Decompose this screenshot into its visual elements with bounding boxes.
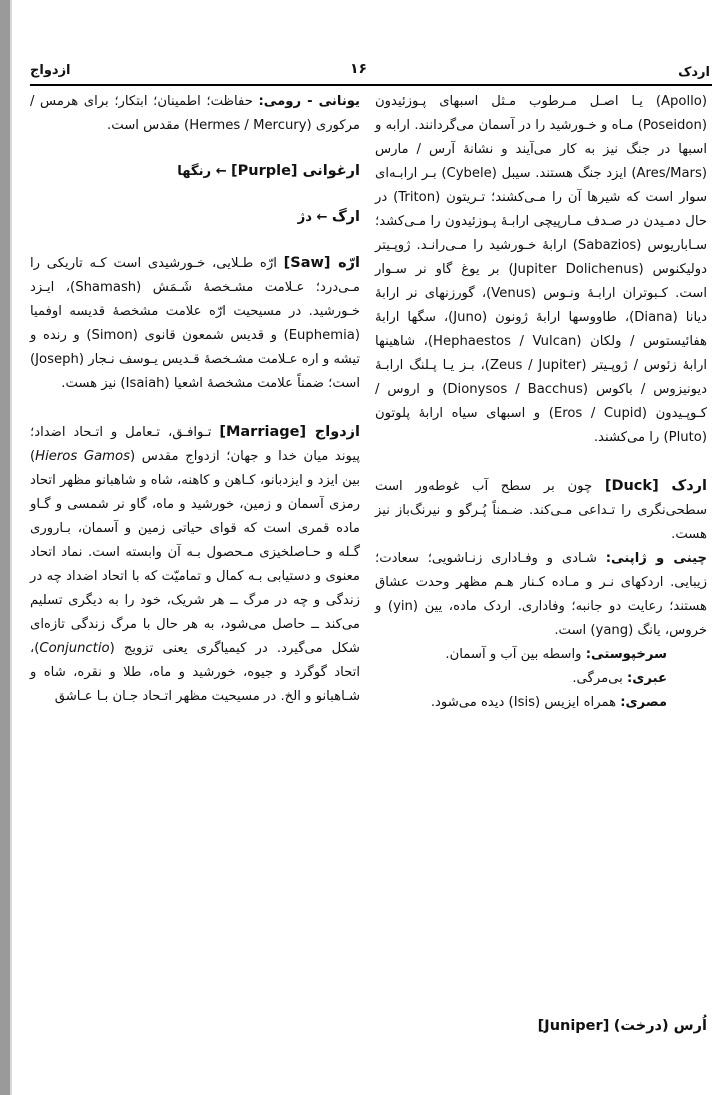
greek-label: یونانی - رومی: bbox=[258, 94, 360, 109]
juniper-term: اُرس (درخت) bbox=[613, 1018, 707, 1034]
duck-entry bbox=[375, 474, 707, 547]
marriage-entry bbox=[30, 420, 360, 709]
marriage-body-3: )، اتحاد گوگرد و جیوه، خورشید و ماه، طلا و نقره، شاه و شـاهبانو و الخ. در مسیحیت مظهر اتـحاد جـان بـا عـاشق bbox=[30, 641, 360, 704]
purple-term: ارغوانی [Purple] bbox=[230, 163, 360, 179]
duck-body: چون بر سطح آب غوطه‌ور است سطحی‌نگری را تـداعی مـی‌کند. ضـمناً پُـرگو و نیرنگ‌باز نیز هست. bbox=[375, 479, 707, 542]
apollo-paragraph: (Apollo) یـا اصـل مـرطوب مـثل اسبهای پـوزئیدون (Poseidon) مـاه و خـورشید را در آسمان می‌گردانند. ارابه و اسبها در جنگ نیز به کار می‌آیند و نشانهٔ آرس / مارس (Ares/Mars) ایزد جنگ هستند. سیبل (Cybele) بـر ارابـه‌ای سوار است که شیرها آن را مـی‌کشند؛ تـریتون (Triton) در حال دمـیدن در صـدف مـارپیچی ارابـهٔ پـوزئیدون را مـی‌کشد؛ سـاباریوس (Sabazios) ارابهٔ خـورشید را مـی‌رانـد. ژوپـیتر دولیکنوس (Jupiter Dolichenus) بر یوغ گاو نر سـوار است. کـبوتران ارابـهٔ ونـوس (Venus)، گورزنهای نر ارابهٔ دیانا (Diana)، طاووسها ارابهٔ ژونون (Juno)، سگها ارابهٔ هفائیستوس / ولکان (Hephaestos / Vulcan)، شاهینها ارابهٔ زئوس / ژوپـیتر (Zeus / Jupiter)، بـز یـا پـلنگ ارابـهٔ دیونیزوس / باکوس (Dionysos / Bacchus) و اروس / کـوپـیدون (Eros / Cupid) و اسبهای سیاه ارابهٔ پلوتون (Pluto) را می‌کشند. bbox=[375, 94, 708, 445]
marriage-body-2: ) بین ایزد و ایزدبانو، کـاهن و کاهنه، شاه و شاهبانو مظهر اتحاد رمزی آسمان و زمین، خورشید و ماه، گاو نر شمسی و گـاو ماده قمری است که قوای حیاتی زمین و آسمان، بـاروری گـله و حـاصلخیزی مـحصول بـه آن وابسته است. نماد اتحاد معنوی و دستیابی بـه کمال و تمامیّت که با اتحاد اضداد چه در زندگی و چه در مرگ ــ هر شریک، خود را به دیگری تسلیم می‌کند ــ حاصل می‌شود، به هر حال با مرگ زندگی تازه‌ای شکل می‌گیرد. در کیمیاگری یعنی تزویج ( bbox=[30, 449, 360, 656]
saw-body: ارّه طـلایی، خـورشیدی است کـه تاریکی را مـی‌درد؛ عـلامت مشـخصهٔ شَـمَش (Shamash)، ایـزد خـورشید. در مسیحیت ارّه علامت مشخصهٔ قدیسه اوفمیا (Euphemia) و قدیس شمعون قانوی (Simon) و رنده و تیشه و اره عـلامت مشـخصهٔ قـدیس یـوسف نـجار (Joseph) است؛ ضمناً علامت مشخصهٔ اشعیا (Isaiah) نیز هست. bbox=[30, 256, 360, 391]
juniper-english: [Juniper] bbox=[537, 1018, 610, 1034]
running-header bbox=[30, 55, 710, 83]
hebrew-label: عبری: bbox=[627, 671, 667, 686]
hebrew-body: بی‌مرگی. bbox=[572, 671, 623, 686]
purple-ref: ← رنگها bbox=[177, 164, 227, 179]
scan-edge bbox=[0, 0, 10, 1095]
header-rule bbox=[30, 84, 712, 86]
conjunctio: Conjunctio bbox=[39, 641, 110, 656]
egypt-body: همراه ایزیس (Isis) دیده می‌شود. bbox=[430, 695, 617, 710]
duck-chinese bbox=[375, 547, 707, 643]
header-left-word: ازدواج bbox=[30, 63, 71, 78]
chinese-label: چینی و ژاپنی: bbox=[605, 551, 708, 566]
scan-edge-shadow bbox=[10, 0, 12, 1095]
saw-entry bbox=[30, 251, 360, 396]
egypt-label: مصری: bbox=[620, 695, 667, 710]
redskin-label: سرخپوستی: bbox=[585, 647, 667, 662]
duck-hebrew bbox=[375, 667, 707, 691]
marriage-term: ازدواج [Marriage] bbox=[219, 424, 360, 440]
chinese-body: شـادی و وفـاداری زنـاشویی؛ سعادت؛ زیبایی. اردکهای نـر و مـاده کـنار هـم مظهر وحدت عشاق هستند؛ رعایت دو جانبه؛ وفاداری. اردک ماده، یین (yin) و خروس، یانگ (yang) است. bbox=[375, 551, 707, 638]
page-number: ۱۶ bbox=[350, 61, 368, 77]
left-column bbox=[30, 90, 360, 709]
arg-term: ارگ bbox=[331, 209, 360, 225]
right-column bbox=[375, 90, 707, 715]
hieros-gamos: Hieros Gamos bbox=[35, 449, 130, 464]
marriage-body-1: تـوافـق، تـعامل و اتـحاد اضداد؛ پیوند میان خدا و جهان؛ ازدواج مقدس ( bbox=[30, 425, 360, 464]
purple-entry bbox=[30, 159, 360, 184]
greek-roman-para bbox=[30, 90, 360, 138]
juniper-entry bbox=[375, 1018, 707, 1034]
arg-ref: ← دژ bbox=[297, 210, 328, 225]
arg-entry bbox=[30, 205, 360, 230]
header-right-word: اردک bbox=[678, 65, 710, 80]
duck-egypt bbox=[375, 691, 707, 715]
duck-english: [Duck] bbox=[604, 478, 659, 494]
duck-redskin bbox=[375, 643, 707, 667]
duck-term: اردک bbox=[671, 478, 707, 494]
redskin-body: واسطه بین آب و آسمان. bbox=[445, 647, 582, 662]
saw-term: ارّه [Saw] bbox=[283, 255, 361, 271]
greek-body: حفاظت؛ اطمینان؛ ابتکار؛ برای هرمس / مرکوری (Hermes / Mercury) مقدس است. bbox=[30, 94, 360, 133]
